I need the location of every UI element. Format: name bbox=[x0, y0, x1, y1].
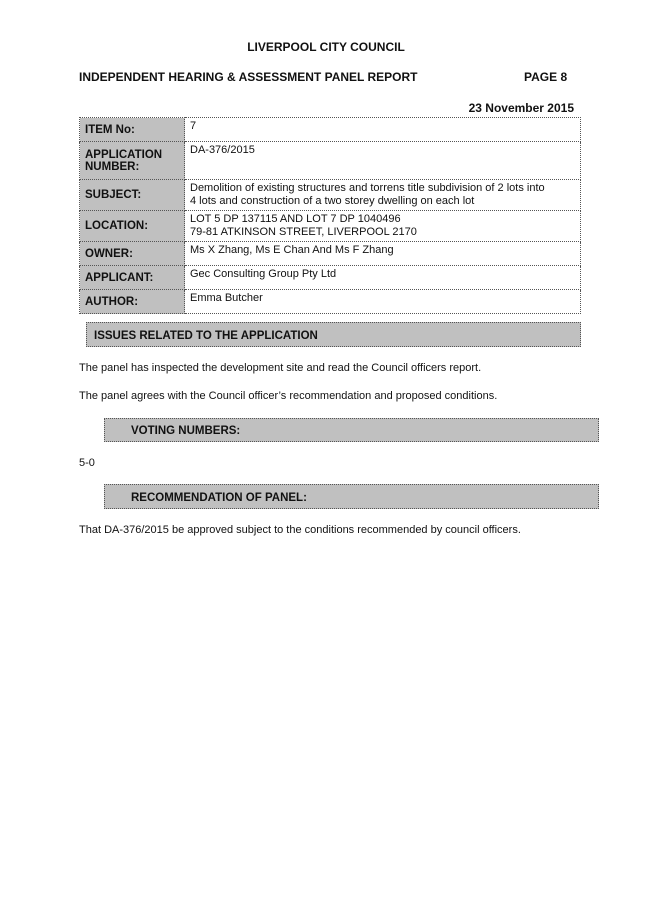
subject-line-2: 4 lots and construction of a two storey dwelling on each lot bbox=[190, 195, 475, 207]
table-row bbox=[80, 290, 581, 314]
location-line-2: 79-81 ATKINSON STREET, LIVERPOOL 2170 bbox=[190, 226, 417, 238]
location-line-1: LOT 5 DP 137115 AND LOT 7 DP 1040496 bbox=[190, 213, 401, 225]
issues-heading: ISSUES RELATED TO THE APPLICATION bbox=[86, 322, 581, 347]
application-details-table bbox=[79, 117, 581, 314]
location-label: LOCATION: bbox=[80, 211, 185, 242]
voting-result: 5-0 bbox=[79, 457, 95, 469]
applicant-label: APPLICANT: bbox=[80, 266, 185, 290]
table-row bbox=[80, 118, 581, 142]
item-no-label: ITEM No: bbox=[80, 118, 185, 142]
table-row bbox=[80, 266, 581, 290]
table-row bbox=[80, 211, 581, 242]
owner-value: Ms X Zhang, Ms E Chan And Ms F Zhang bbox=[185, 242, 581, 266]
issues-paragraph-1: The panel has inspected the development site and read the Council officers report. bbox=[79, 362, 482, 374]
owner-label: OWNER: bbox=[80, 242, 185, 266]
table-row bbox=[80, 242, 581, 266]
table-row bbox=[80, 180, 581, 211]
subject-value bbox=[185, 180, 581, 211]
applicant-value: Gec Consulting Group Pty Ltd bbox=[185, 266, 581, 290]
table-row bbox=[80, 142, 581, 180]
subject-label: SUBJECT: bbox=[80, 180, 185, 211]
author-label: AUTHOR: bbox=[80, 290, 185, 314]
voting-heading: VOTING NUMBERS: bbox=[104, 418, 599, 442]
report-date: 23 November 2015 bbox=[468, 101, 574, 115]
location-value bbox=[185, 211, 581, 242]
item-no-value: 7 bbox=[185, 118, 581, 142]
recommendation-text: That DA-376/2015 be approved subject to the conditions recommended by council officers. bbox=[79, 524, 521, 536]
issues-paragraph-2: The panel agrees with the Council officer’s recommendation and proposed conditions. bbox=[79, 390, 498, 402]
recommendation-heading: RECOMMENDATION OF PANEL: bbox=[104, 484, 599, 509]
application-number-value: DA-376/2015 bbox=[185, 142, 581, 180]
subject-line-1: Demolition of existing structures and torrens title subdivision of 2 lots into bbox=[190, 182, 545, 194]
author-value: Emma Butcher bbox=[185, 290, 581, 314]
report-title: INDEPENDENT HEARING & ASSESSMENT PANEL REPORT bbox=[79, 70, 418, 84]
council-name: LIVERPOOL CITY COUNCIL bbox=[247, 40, 405, 54]
application-number-label: APPLICATION NUMBER: bbox=[80, 142, 185, 180]
page-number: PAGE 8 bbox=[524, 70, 568, 84]
